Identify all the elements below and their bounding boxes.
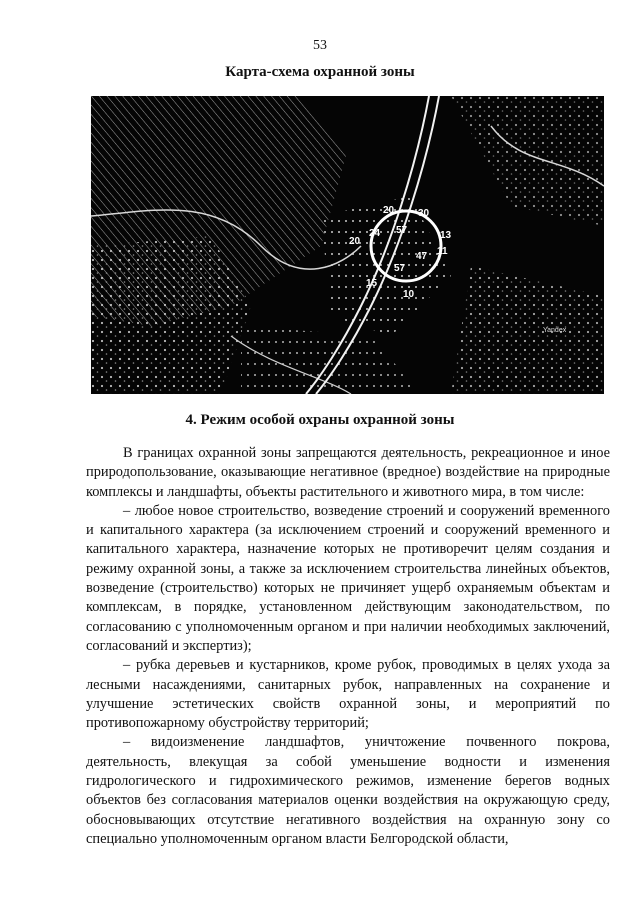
paragraph-landscape: – видоизменение ландшафтов, уничтожение почвенного покрова, деятельность, влекущая за собой уменьшение водности и изменения гидрологического и гидрохимического режимов, изменение берегов водных объектов без согласования материалов оценки воздействия на окружающую среду, обосновывающих отсутствие негативного воздействия на охранную зону со специально уполномоченным органом власти Белгородской области, (86, 734, 610, 847)
map-label: 57 (396, 225, 408, 236)
body-text (86, 444, 610, 849)
map-image (91, 96, 604, 394)
paragraph-logging: – рубка деревьев и кустарников, кроме рубок, проводимых в целях ухода за лесными насаждениями, санитарных рубок, направленных на сохранение и улучшение эстетических свойств охранной зоны, и мероприятий по противопожарному обустройству территорий; (86, 657, 610, 732)
map-label: 20 (383, 205, 395, 216)
map-title: Карта-схема охранной зоны (225, 64, 415, 80)
map-label: 57 (394, 263, 406, 274)
map-label: 20 (349, 236, 361, 247)
page-number: 53 (313, 38, 327, 53)
map-watermark: Yandex (543, 327, 567, 334)
paragraph-construction: – любое новое строительство, возведение строений и сооружений временного и капитального характера (за исключением строений и сооружений временного и капитального характера, назначение которых не противоречит целям создания и режиму охранной зоны, а также за исключением строительства линейных объектов, возведение (строительство) которых не причиняет ущерб охраняемым объектам и комплексам, в порядке, установленном действующим законодательством, по согласованию с уполномоченным органом и при наличии необходимых заключений, согласований и экспертиз); (86, 502, 610, 654)
section-heading: 4. Режим особой охраны охранной зоны (185, 412, 455, 428)
map-label: 24 (369, 228, 381, 239)
map-label: 10 (403, 289, 415, 300)
map-svg (91, 96, 604, 394)
map-label: 47 (416, 251, 428, 262)
map-label: 30 (418, 208, 430, 219)
map-label: 11 (437, 246, 448, 257)
map-label: 15 (366, 278, 378, 289)
paragraph-intro: В границах охранной зоны запрещаются деятельность, рекреационное и иное природопользование, оказывающие негативное (вредное) воздействие на природные комплексы и ландшафты, объекты растительного и животного мира, в том числе: (86, 445, 610, 500)
map-label: 13 (440, 230, 452, 241)
